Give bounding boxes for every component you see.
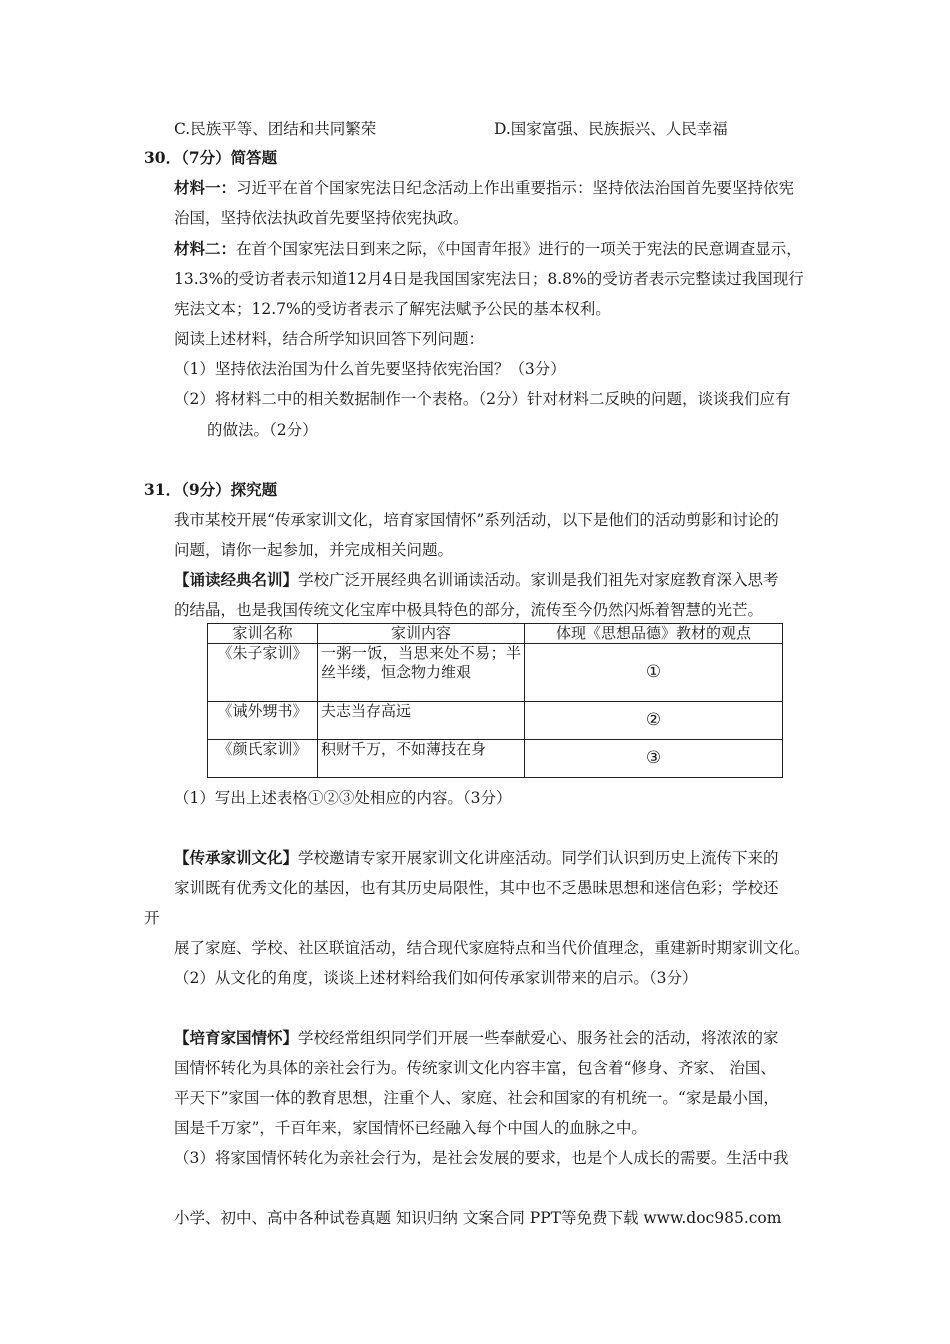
table-cell-name: 《颜氏家训》 bbox=[208, 740, 318, 778]
section3-text: 学校经常组织同学们开展一些奉献爱心、服务社会的活动，将浓浓的家 bbox=[298, 1029, 779, 1047]
option-d: D.国家富强、民族振兴、人民幸福 bbox=[494, 120, 728, 138]
material2-text: 在首个国家宪法日到来之际，《中国青年报》进行的一项关于宪法的民意调查显示， bbox=[236, 240, 802, 258]
section2-line3: 开 bbox=[144, 909, 160, 927]
q30-sub2-line1: （2）将材料二中的相关数据制作一个表格。（2分）针对材料二反映的问题，谈谈我们应有 bbox=[174, 390, 791, 408]
q30-heading: 30．（7分）简答题 bbox=[144, 148, 278, 167]
table-cell-view: ② bbox=[525, 702, 783, 740]
section2-line1 bbox=[174, 848, 779, 868]
section3-line2: 国情怀转化为具体的亲社会行为。传统家训文化内容丰富，包含着“修身、齐家、 治国、 bbox=[174, 1059, 776, 1077]
q31-intro-line2: 问题，请你一起参加，并完成相关问题。 bbox=[174, 541, 454, 559]
page-footer: 小学、初中、高中各种试卷真题 知识归纳 文案合同 PPT等免费下载 www.doc985.com bbox=[174, 1209, 782, 1227]
section1-label: 【诵读经典名训】 bbox=[174, 570, 299, 589]
table-header: 家训名称 bbox=[208, 624, 318, 644]
material1-text: 习近平在首个国家宪法日纪念活动上作出重要指示：坚持依法治国首先要坚持依宪 bbox=[236, 179, 795, 197]
section2-label: 【传承家训文化】 bbox=[174, 848, 299, 867]
section1-line2: 的结晶，也是我国传统文化宝库中极具特色的部分，流传至今仍然闪烁着智慧的光芒。 bbox=[174, 601, 764, 619]
table-header: 体现《思想品德》教材的观点 bbox=[525, 624, 783, 644]
q30-material2-line3: 宪法文本；12.7%的受访者表示了解宪法赋予公民的基本权利。 bbox=[174, 300, 611, 318]
table-cell-name: 《诫外甥书》 bbox=[208, 702, 318, 740]
table-header: 家训内容 bbox=[318, 624, 525, 644]
material1-label: 材料一： bbox=[174, 178, 237, 197]
table-cell-content: 夫志当存高远 bbox=[318, 702, 525, 740]
section3-question: （3）将家国情怀转化为亲社会行为，是社会发展的要求，也是个人成长的需要。生活中我 bbox=[174, 1149, 789, 1167]
material2-label: 材料二： bbox=[174, 239, 237, 258]
table-row bbox=[208, 644, 783, 702]
section2-question: （2）从文化的角度，谈谈上述材料给我们如何传承家训带来的启示。（3分） bbox=[174, 969, 698, 987]
q30-sub2-line2: 的做法。（2分） bbox=[207, 421, 318, 439]
q31-intro-line1: 我市某校开展“传承家训文化，培育家国情怀”系列活动，以下是他们的活动剪影和讨论的 bbox=[174, 511, 779, 529]
family-instruction-table bbox=[207, 623, 783, 778]
section1-question: （1）写出上述表格①②③处相应的内容。（3分） bbox=[174, 789, 512, 807]
q30-material2-line2: 13.3%的受访者表示知道12月4日是我国国家宪法日；8.8%的受访者表示完整读过我国现行 bbox=[174, 270, 804, 288]
q30-material1-line1 bbox=[174, 178, 794, 198]
section3-line1 bbox=[174, 1028, 779, 1048]
section1-text: 学校广泛开展经典名训诵读活动。家训是我们祖先对家庭教育深入思考 bbox=[298, 571, 779, 589]
section1-line1 bbox=[174, 570, 779, 590]
table-header-row bbox=[208, 624, 783, 644]
table-cell-view: ① bbox=[525, 644, 783, 702]
section2-text: 学校邀请专家开展家训文化讲座活动。同学们认识到历史上流传下来的 bbox=[298, 849, 779, 867]
section3-line3: 平天下”家国一体的教育思想，注重个人、家庭、社会和国家的有机统一。“家是最小国， bbox=[174, 1089, 779, 1107]
q30-material1-line2: 治国，坚持依法执政首先要坚持依宪执政。 bbox=[174, 209, 469, 227]
q30-material2-line1 bbox=[174, 239, 802, 259]
table-cell-content: 积财千万，不如薄技在身 bbox=[318, 740, 525, 778]
table-cell-content: 一粥一饭，当思来处不易；半丝半缕，恒念物力维艰 bbox=[318, 644, 525, 702]
q30-intro: 阅读上述材料，结合所学知识回答下列问题： bbox=[174, 330, 485, 348]
table-row bbox=[208, 702, 783, 740]
table-cell-view: ③ bbox=[525, 740, 783, 778]
option-c: C.民族平等、团结和共同繁荣 bbox=[174, 120, 377, 138]
section3-label: 【培育家国情怀】 bbox=[174, 1028, 299, 1047]
q30-sub1: （1）坚持依法治国为什么首先要坚持依宪治国？（3分） bbox=[174, 360, 566, 378]
section2-line4: 展了家庭、学校、社区联谊活动，结合现代家庭特点和当代价值理念，重建新时期家训文化。 bbox=[174, 939, 810, 957]
q31-heading: 31．（9分）探究题 bbox=[144, 480, 278, 499]
table-row bbox=[208, 740, 783, 778]
section2-line2: 家训既有优秀文化的基因，也有其历史局限性，其中也不乏愚昧思想和迷信色彩；学校还 bbox=[174, 879, 779, 897]
section3-line4: 国是千万家”，千百年来，家国情怀已经融入每个中国人的血脉之中。 bbox=[174, 1119, 647, 1137]
table-cell-name: 《朱子家训》 bbox=[208, 644, 318, 702]
